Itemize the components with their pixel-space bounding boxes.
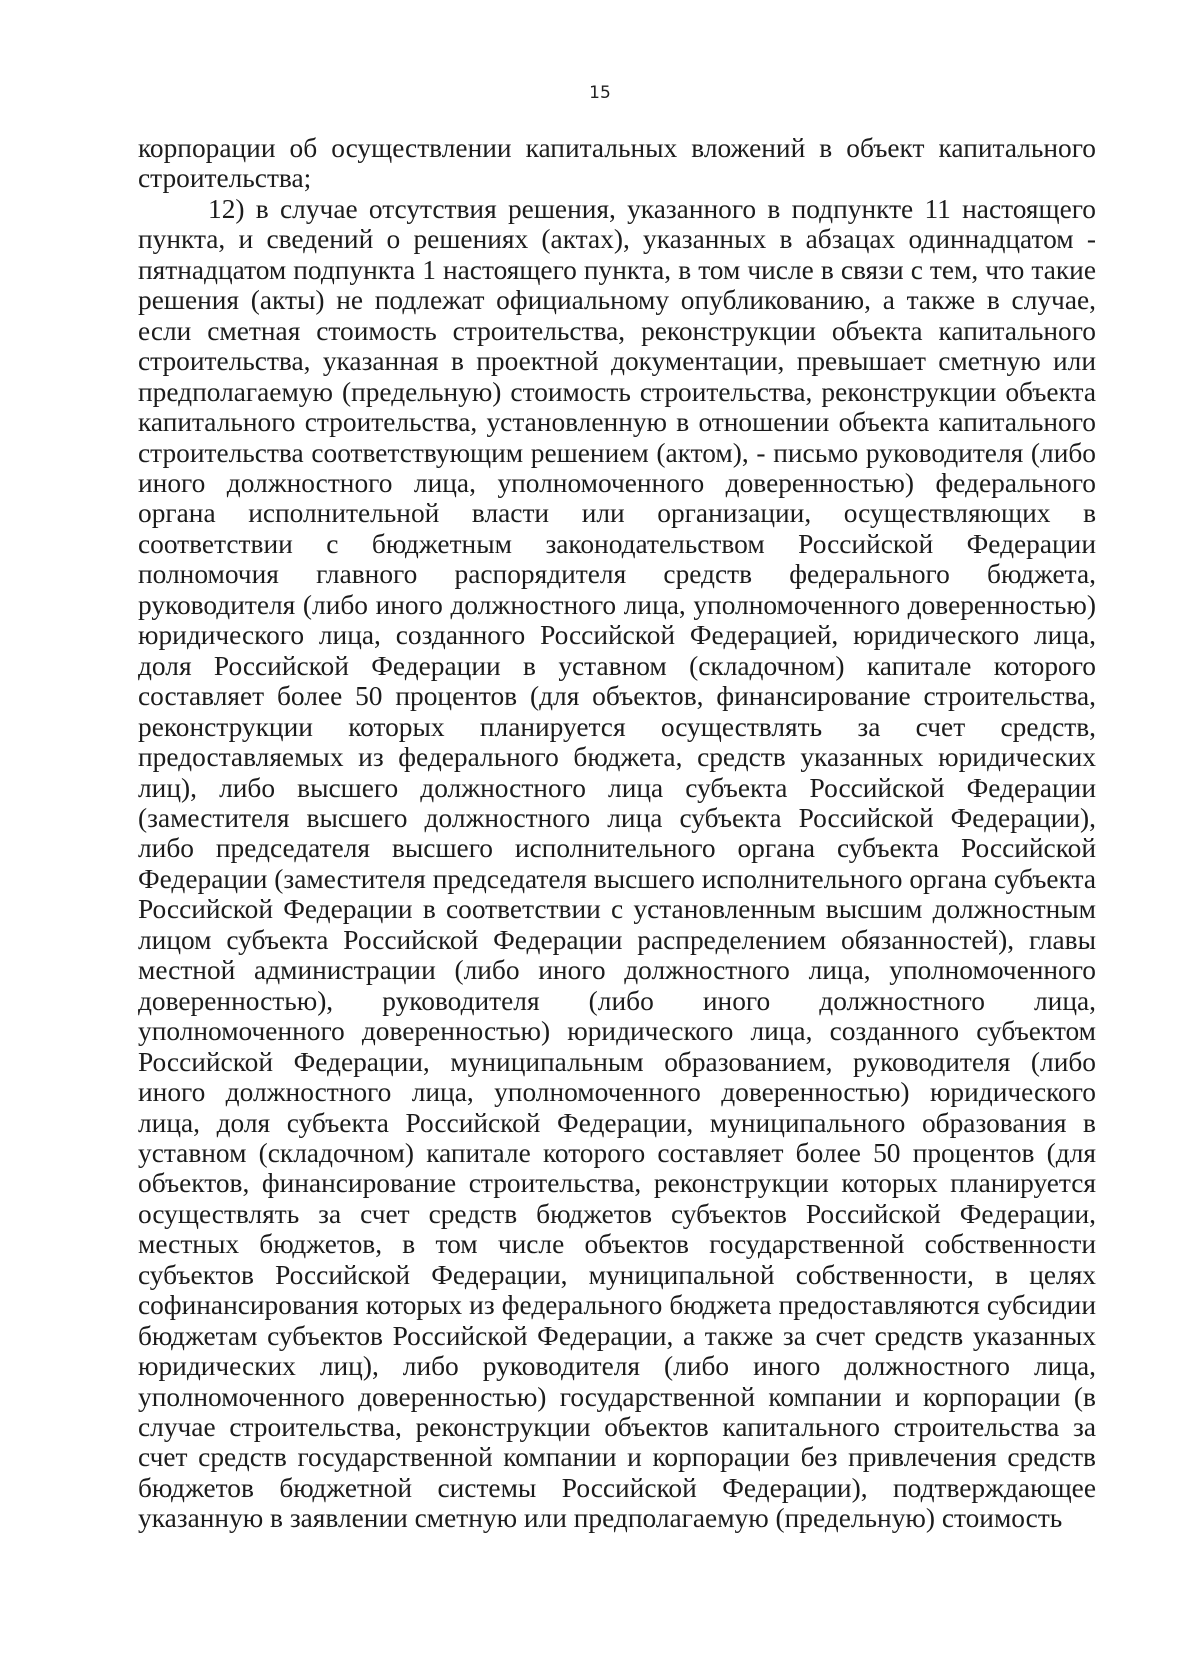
page-number: 15 — [589, 83, 611, 103]
document-body — [138, 133, 1096, 1534]
paragraph-item-12: 12) в случае отсутствия решения, указанного в подпункте 11 настоящего пункта, и сведений о решениях (актах), указанных в абзацах одиннадцатом - пятнадцатом подпункта 1 настоящего пункта, в том числе в связи с тем, что такие решения (акты) не подлежат официальному опубликованию, а также в случае, если сметная стоимость строительства, реконструкции объекта капитального строительства, указанная в проектной документации, превышает сметную или предполагаемую (предельную) стоимость строительства, реконструкции объекта капитального строительства, установленную в отношении объекта капитального строительства соответствующим решением (актом), - письмо руководителя (либо иного должностного лица, уполномоченного доверенностью) федерального органа исполнительной власти или организации, осуществляющих в соответствии с бюджетным законодательством Российской Федерации полномочия главного распорядителя средств федерального бюджета, руководителя (либо иного должностного лица, уполномоченного доверенностью) юридического лица, созданного Российской Федерацией, юридического лица, доля Российской Федерации в уставном (складочном) капитале которого составляет более 50 процентов (для объектов, финансирование строительства, реконструкции которых планируется осуществлять за счет средств, предоставляемых из федерального бюджета, средств указанных юридических лиц), либо высшего должностного лица субъекта Российской Федерации (заместителя высшего должностного лица субъекта Российской Федерации), либо председателя высшего исполнительного органа субъекта Российской Федерации (заместителя председателя высшего исполнительного органа субъекта Российской Федерации в соответствии с установленным высшим должностным лицом субъекта Российской Федерации распределением обязанностей), главы местной администрации (либо иного должностного лица, уполномоченного доверенностью), руководителя (либо иного должностного лица, уполномоченного доверенностью) юридического лица, созданного субъектом Российской Федерации, муниципальным образованием, руководителя (либо иного должностного лица, уполномоченного доверенностью) юридического лица, доля субъекта Российской Федерации, муниципального образования в уставном (складочном) капитале которого составляет более 50 процентов (для объектов, финансирование строительства, реконструкции которых планируется осуществлять за счет средств бюджетов субъектов Российской Федерации, местных бюджетов, в том числе объектов государственной собственности субъектов Российской Федерации, муниципальной собственности, в целях софинансирования которых из федерального бюджета предоставляются субсидии бюджетам субъектов Российской Федерации, а также за счет средств указанных юридических лиц), либо руководителя (либо иного должностного лица, уполномоченного доверенностью) государственной компании и корпорации (в случае строительства, реконструкции объектов капитального строительства за счет средств государственной компании и корпорации без привлечения средств бюджетов бюджетной системы Российской Федерации), подтверждающее указанную в заявлении сметную или предполагаемую (предельную) стоимость — [138, 193, 1096, 1534]
paragraph-continuation: корпорации об осуществлении капитальных вложений в объект капитального строительства; — [138, 133, 1096, 194]
